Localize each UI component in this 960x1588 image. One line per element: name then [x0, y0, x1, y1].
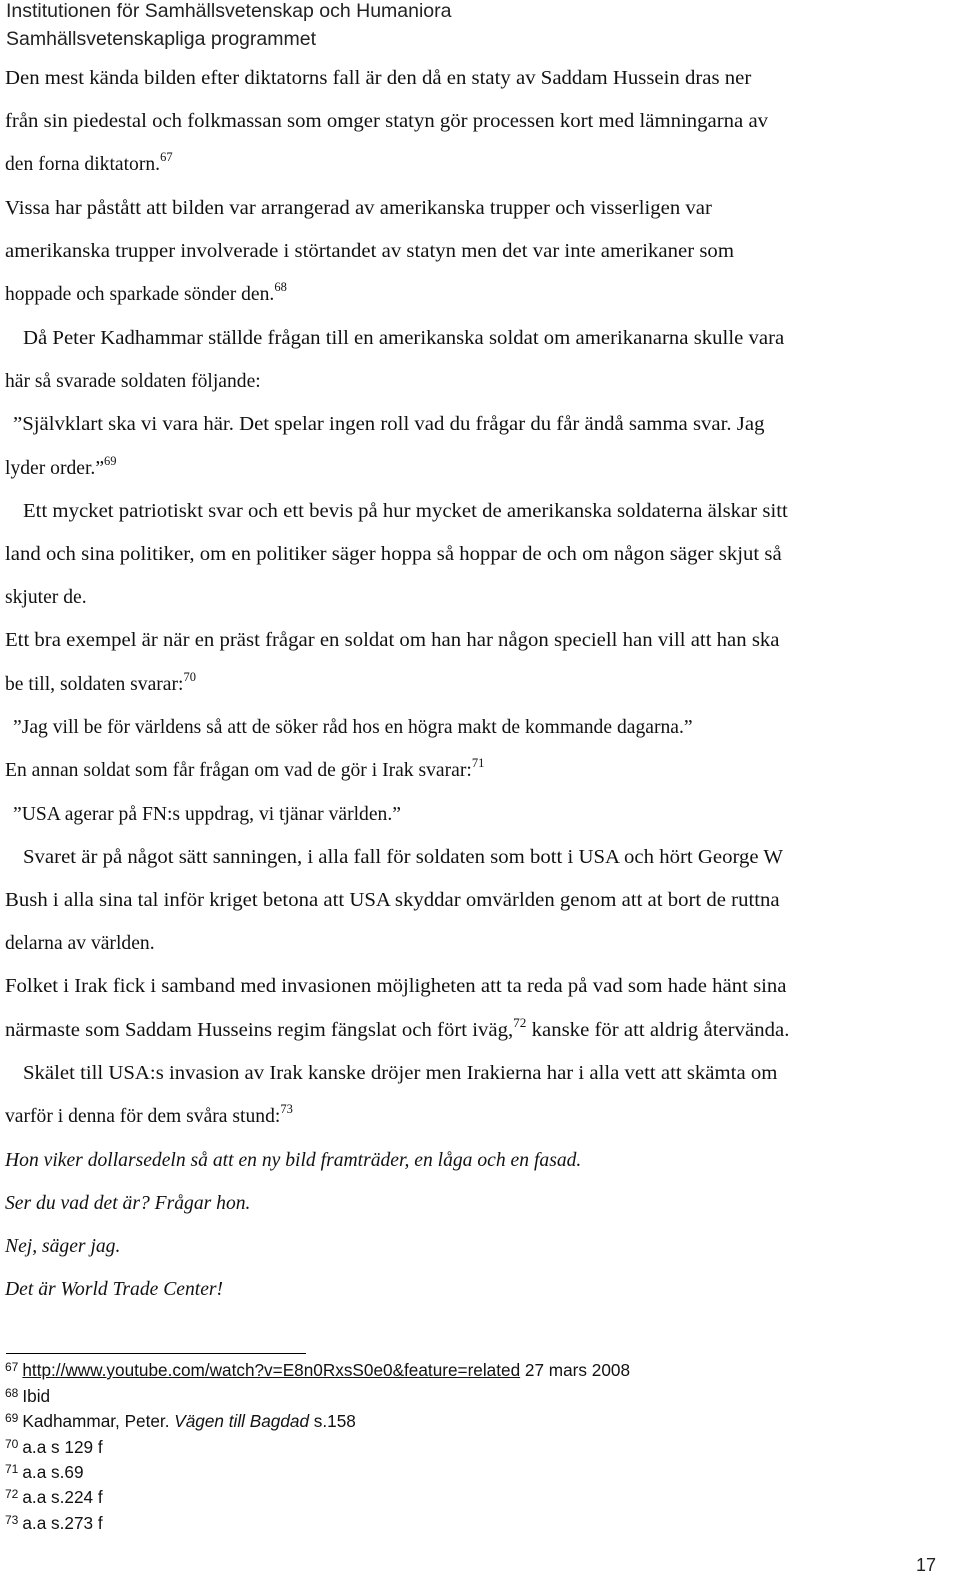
line-text	[5, 1102, 293, 1127]
footnote	[5, 1388, 50, 1405]
line-text-part: Ett mycket patriotiskt svar och ett bevis på hur mycket de amerikanska soldaterna älskar sitt	[23, 501, 788, 522]
footnote-reference: 68	[274, 280, 287, 294]
footnote-text: a.a s 129 f	[22, 1437, 103, 1457]
line-text-part: be till, soldaten svarar:	[5, 674, 184, 695]
footnote-reference: 71	[471, 756, 485, 770]
line-text	[5, 588, 87, 608]
line-text	[13, 718, 693, 738]
footnote	[5, 1439, 103, 1456]
line-text	[23, 1064, 777, 1084]
body-line	[5, 454, 117, 479]
header-institution: Institutionen för Samhällsvetenskap och Humaniora	[6, 0, 452, 22]
line-text	[5, 1151, 581, 1171]
body-line	[5, 198, 712, 219]
body-line	[5, 670, 196, 695]
line-text-part: den forna diktatorn.	[5, 154, 161, 175]
body-line	[5, 1102, 293, 1127]
line-text	[5, 545, 782, 565]
footnote-book-title: Vägen till Bagdad	[174, 1411, 310, 1431]
line-text-part: närmaste som Saddam Husseins regim fängslat och fört iväg,	[5, 1020, 514, 1041]
line-text-part: Skälet till USA:s invasion av Irak kanske dröjer men Irakierna har i alla vett att skämta om	[23, 1063, 778, 1084]
footnote-text: 27 mars 2008	[520, 1360, 631, 1380]
line-text	[13, 415, 764, 435]
line-text-part: Det är World Trade Center!	[5, 1279, 224, 1300]
line-text	[13, 805, 401, 825]
line-text	[23, 502, 788, 522]
line-text-part: Då Peter Kadhammar ställde frågan till en amerikanska soldat om amerikanarna skulle vara	[23, 328, 785, 349]
line-text-part: varför i denna för dem svåra stund:	[5, 1106, 281, 1127]
body-line	[5, 756, 485, 781]
page-number: 17	[915, 1555, 936, 1575]
footnote-reference: 69	[104, 454, 117, 468]
footnote-reference: 73	[280, 1102, 293, 1116]
footnote	[5, 1362, 630, 1379]
line-text-part: En annan soldat som får frågan om vad de gör i Irak svarar:	[5, 760, 472, 781]
line-text-part: skjuter de.	[5, 587, 87, 608]
footnote	[5, 1489, 103, 1506]
line-text	[5, 242, 734, 262]
footnote-reference: 67	[160, 150, 173, 164]
body-line	[5, 1016, 790, 1041]
line-text-part: lyder order.”	[5, 458, 105, 479]
line-text	[5, 454, 117, 479]
footnote-text: a.a s.69	[22, 1462, 84, 1482]
line-text-part: Ser du vad det är? Frågar hon.	[5, 1193, 251, 1214]
footnote-text: Kadhammar, Peter.	[22, 1411, 175, 1431]
line-text	[5, 112, 768, 132]
line-text-part: ”Självklart ska vi vara här. Det spelar ingen roll vad du frågar du får ändå samma svar. Jag	[13, 414, 765, 435]
footnote-reference: 72	[513, 1016, 527, 1030]
line-text-part: hoppade och sparkade sönder den.	[5, 284, 275, 305]
body-line	[5, 241, 734, 262]
footnote	[5, 1464, 84, 1481]
line-text-part: Vissa har påstått att bilden var arrangerad av amerikanska trupper och visserligen var	[5, 198, 712, 219]
body-line	[5, 588, 87, 608]
body-line	[5, 280, 287, 305]
line-text-part: Den mest kända bilden efter diktatorns fall är den då en staty av Saddam Hussein dras ner	[5, 68, 752, 89]
body-line	[5, 150, 173, 175]
body-line	[5, 372, 261, 392]
body-line	[5, 976, 787, 997]
footnote	[5, 1515, 103, 1532]
body-line	[23, 501, 788, 522]
line-text	[5, 1280, 223, 1300]
line-text	[5, 1016, 790, 1041]
line-text-part: land och sina politiker, om en politiker säger hoppa så hoppar de och om någon säger skjut så	[5, 544, 782, 565]
footnote-number: 73	[5, 1513, 19, 1527]
body-line	[23, 1063, 778, 1084]
line-text	[5, 977, 787, 997]
line-text	[5, 1237, 120, 1257]
footnote-number: 69	[5, 1411, 19, 1425]
line-text-part: delarna av världen.	[5, 933, 155, 954]
footnote-rule	[6, 1353, 306, 1354]
line-text	[5, 69, 751, 89]
line-text-part: Ett bra exempel är när en präst frågar en soldat om han har någon speciell han vill att han ska	[5, 630, 780, 651]
line-text	[5, 280, 287, 305]
line-text	[5, 1194, 250, 1214]
line-text	[5, 934, 155, 954]
line-text	[23, 329, 784, 349]
body-line	[13, 805, 401, 825]
line-text-part: Folket i Irak fick i samband med invasionen möjligheten att ta reda på vad som hade hänt sina	[5, 976, 787, 997]
line-text	[23, 848, 783, 868]
line-text-part: här så svarade soldaten följande:	[5, 371, 261, 392]
line-text-part: kanske för att aldrig återvända.	[526, 1020, 790, 1041]
line-text-part: ”USA agerar på FN:s uppdrag, vi tjänar världen.”	[13, 804, 401, 825]
body-line	[5, 1237, 120, 1257]
line-text	[5, 150, 173, 175]
line-text-part: amerikanska trupper involverade i störtandet av statyn men det var inte amerikaner som	[5, 241, 734, 262]
footnote-text: s.158	[309, 1411, 356, 1431]
line-text-part: Nej, säger jag.	[5, 1236, 121, 1257]
body-line	[5, 1194, 250, 1214]
line-text-part: Bush i alla sina tal inför kriget betona att USA skyddar omvärlden genom att at bort de ruttna	[5, 890, 780, 911]
footnote-number: 68	[5, 1386, 19, 1400]
body-line	[5, 1280, 223, 1300]
body-line	[5, 1151, 581, 1171]
body-line	[5, 544, 782, 565]
footnote-link[interactable]: http://www.youtube.com/watch?v=E8n0RxsS0e0&feature=related	[22, 1360, 521, 1380]
footnote-number: 70	[5, 1437, 19, 1451]
footnote-number: 71	[5, 1462, 19, 1476]
line-text-part: Svaret är på något sätt sanningen, i alla fall för soldaten som bott i USA och hört George W	[23, 847, 784, 868]
line-text	[5, 670, 196, 695]
line-text-part: från sin piedestal och folkmassan som omger statyn gör processen kort med lämningarna av	[5, 111, 769, 132]
body-line	[5, 890, 780, 911]
header-programme: Samhällsvetenskapliga programmet	[6, 28, 316, 50]
body-line	[5, 68, 752, 89]
body-line	[5, 934, 155, 954]
line-text	[5, 756, 485, 781]
body-line	[5, 630, 780, 651]
line-text-part: Hon viker dollarsedeln så att en ny bild framträder, en låga och en fasad.	[5, 1150, 582, 1171]
line-text	[5, 372, 261, 392]
footnote-text: a.a s.224 f	[22, 1487, 103, 1507]
body-line	[5, 111, 769, 132]
line-text-part: ”Jag vill be för världens så att de söker råd hos en högra makt de kommande dagarna.”	[13, 717, 693, 738]
footnote-reference: 70	[183, 670, 196, 684]
body-line	[23, 847, 784, 868]
line-text	[5, 199, 712, 219]
line-text	[5, 891, 780, 911]
footnote-number: 72	[5, 1487, 19, 1501]
body-line	[13, 718, 693, 738]
footnote-number: 67	[5, 1360, 19, 1374]
body-line	[23, 328, 785, 349]
line-text	[5, 631, 780, 651]
footnote	[5, 1413, 356, 1430]
body-line	[13, 414, 765, 435]
footnote-text: a.a s.273 f	[22, 1513, 103, 1533]
footnote-text: Ibid	[22, 1386, 51, 1406]
